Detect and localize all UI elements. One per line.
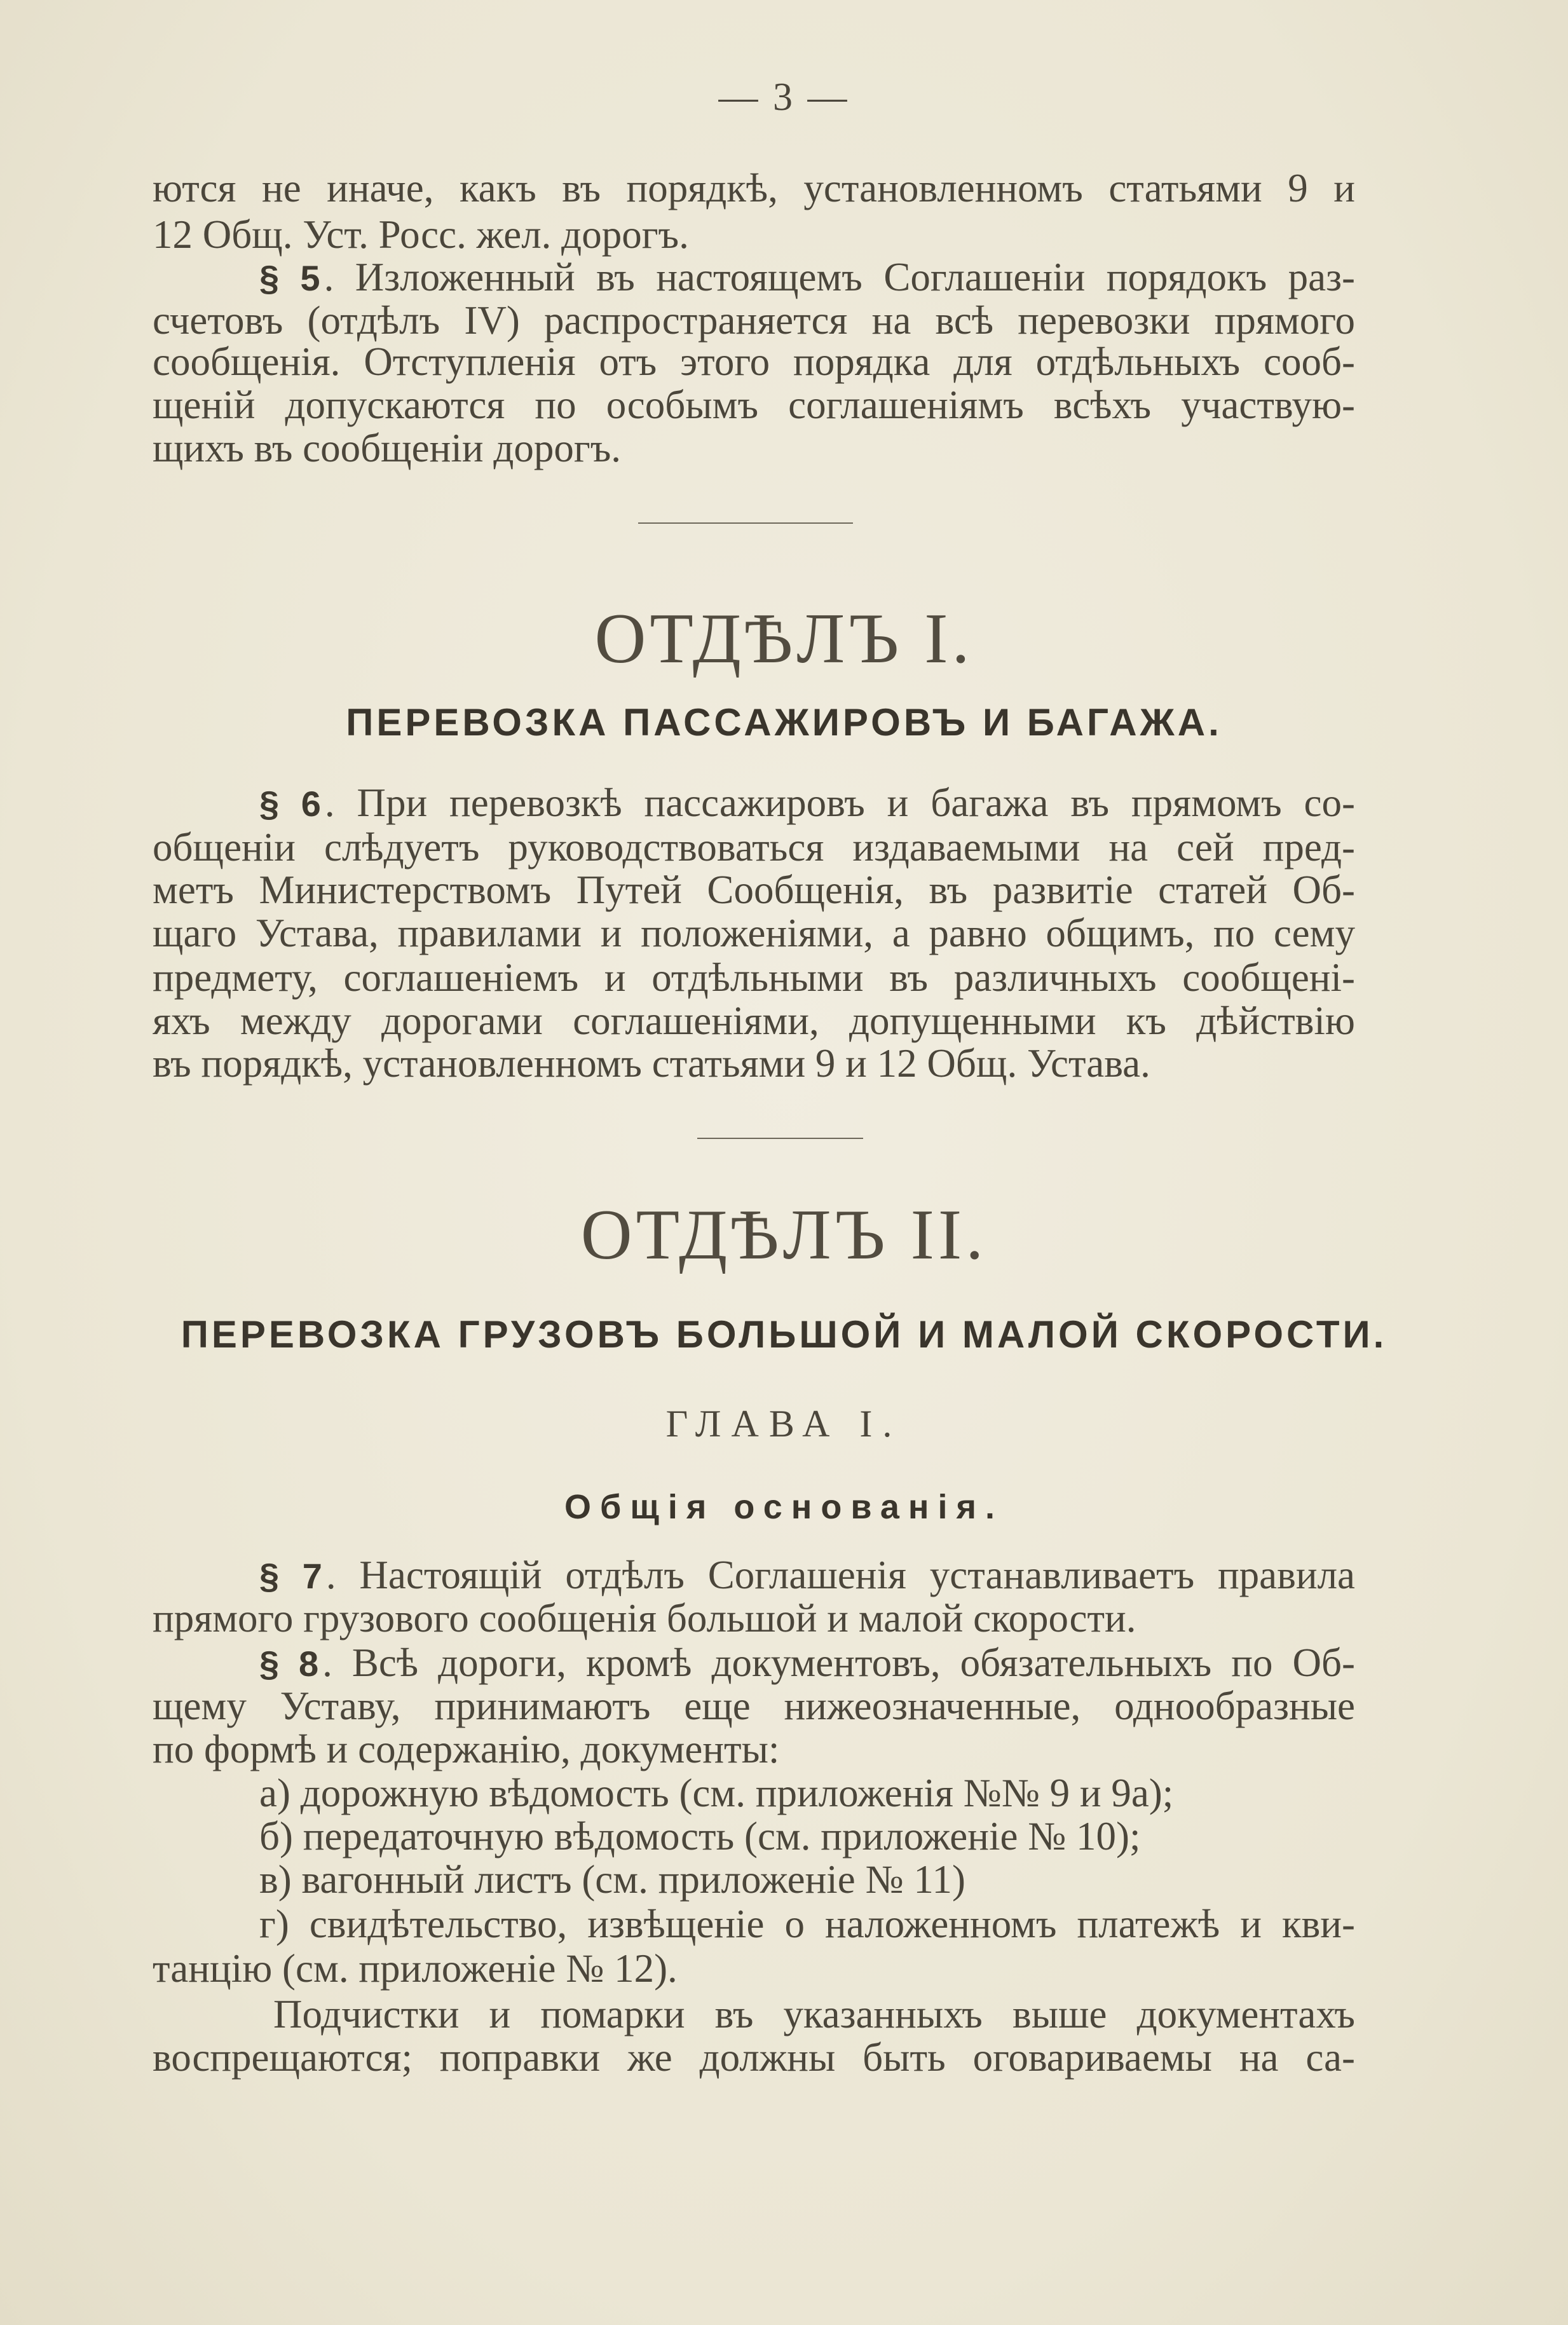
text-line xyxy=(153,423,1355,474)
line-text: в) вагонный листъ (см. приложеніе № 11) xyxy=(259,1857,966,1902)
line-text: щеній допускаются по особымъ соглашеніямъ всѣхъ участвую- xyxy=(153,383,1355,427)
chapter-title: Общія основанія. xyxy=(564,1488,1004,1526)
line-text: а) дорожную вѣдомость (см. приложенія №№ 9 и 9а); xyxy=(259,1771,1174,1815)
text-line xyxy=(153,1943,1355,1994)
page-number: — 3 — xyxy=(718,76,850,119)
line-text: 12 Общ. Уст. Росс. жел. дорогъ. xyxy=(153,212,689,257)
section-1-title: ОТДѢЛЪ I. xyxy=(594,599,974,678)
chapter-heading: ГЛАВА I. xyxy=(665,1403,903,1445)
section-1-subtitle: ПЕРЕВОЗКА ПАССАЖИРОВЪ И БАГАЖА. xyxy=(346,701,1222,744)
text-line xyxy=(153,1899,1355,1949)
line-text: . Всѣ дороги, кромѣ документовъ, обязательныхъ по Об- xyxy=(322,1640,1355,1685)
line-text: щему Уставу, принимаютъ еще нижеозначенные, однообразные xyxy=(153,1684,1355,1728)
text-line xyxy=(153,2032,1355,2083)
line-text: б) передаточную вѣдомость (см. приложеніе № 10); xyxy=(259,1814,1141,1858)
text-line xyxy=(153,1854,1355,1905)
line-text: . Изложенный въ настоящемъ Соглашеніи порядокъ раз- xyxy=(324,255,1355,299)
section-divider xyxy=(638,522,853,524)
text-line xyxy=(153,163,1355,214)
line-text: г) свидѣтельство, извѣщеніе о наложенномъ платежѣ и кви- xyxy=(259,1902,1355,1946)
line-text: метъ Министерствомъ Путей Сообщенія, въ развитіе статей Об- xyxy=(153,868,1355,912)
section-2-title: ОТДѢЛЪ II. xyxy=(580,1196,988,1274)
section-number: § 7 xyxy=(259,1556,322,1596)
line-text: . При перевозкѣ пассажировъ и багажа въ прямомъ со- xyxy=(324,781,1355,825)
line-text: въ порядкѣ, установленномъ статьями 9 и 12 Общ. Устава. xyxy=(153,1041,1150,1086)
section-2-subtitle: ПЕРЕВОЗКА ГРУЗОВЪ БОЛЬШОЙ И МАЛОЙ СКОРОСТИ. xyxy=(181,1313,1387,1356)
line-text: по формѣ и содержанію, документы: xyxy=(153,1727,780,1771)
text-line xyxy=(153,1593,1355,1644)
line-text: щихъ въ сообщеніи дорогъ. xyxy=(153,426,622,470)
line-text: Подчистки и помарки въ указанныхъ выше документахъ xyxy=(273,1992,1355,2036)
section-number: § 6 xyxy=(259,784,321,824)
line-text: общеніи слѣдуетъ руководствоваться издаваемыми на сей пред- xyxy=(153,825,1355,869)
line-text: прямого грузового сообщенія большой и малой скорости. xyxy=(153,1596,1136,1640)
text-line xyxy=(153,1724,1355,1775)
section-number: § 8 xyxy=(259,1644,319,1684)
section-divider xyxy=(697,1138,863,1139)
line-text: щаго Устава, правилами и положеніями, а равно общимъ, по сему xyxy=(153,911,1355,955)
section-number: § 5 xyxy=(259,258,320,298)
line-text: сообщенія. Отступленія отъ этого порядка для отдѣльныхъ сооб- xyxy=(153,339,1355,384)
line-text: яхъ между дорогами соглашеніями, допущенными къ дѣйствію xyxy=(153,999,1355,1043)
text-line xyxy=(153,1038,1355,1089)
text-line xyxy=(153,908,1355,958)
text-line xyxy=(153,777,1355,828)
line-text: танцію (см. приложеніе № 12). xyxy=(153,1946,678,1991)
line-text: . Настоящій отдѣлъ Соглашенія устанавливаетъ правила xyxy=(325,1553,1356,1597)
line-text: счетовъ (отдѣлъ IV) распространяется на всѣ перевозки прямого xyxy=(153,298,1355,343)
line-text: воспрещаются; поправки же должны быть оговариваемы на са- xyxy=(153,2035,1355,2080)
line-text: ются не иначе, какъ въ порядкѣ, установленномъ статьями 9 и xyxy=(153,166,1355,210)
line-text: предмету, соглашеніемъ и отдѣльными въ различныхъ сообщені- xyxy=(153,955,1355,1000)
